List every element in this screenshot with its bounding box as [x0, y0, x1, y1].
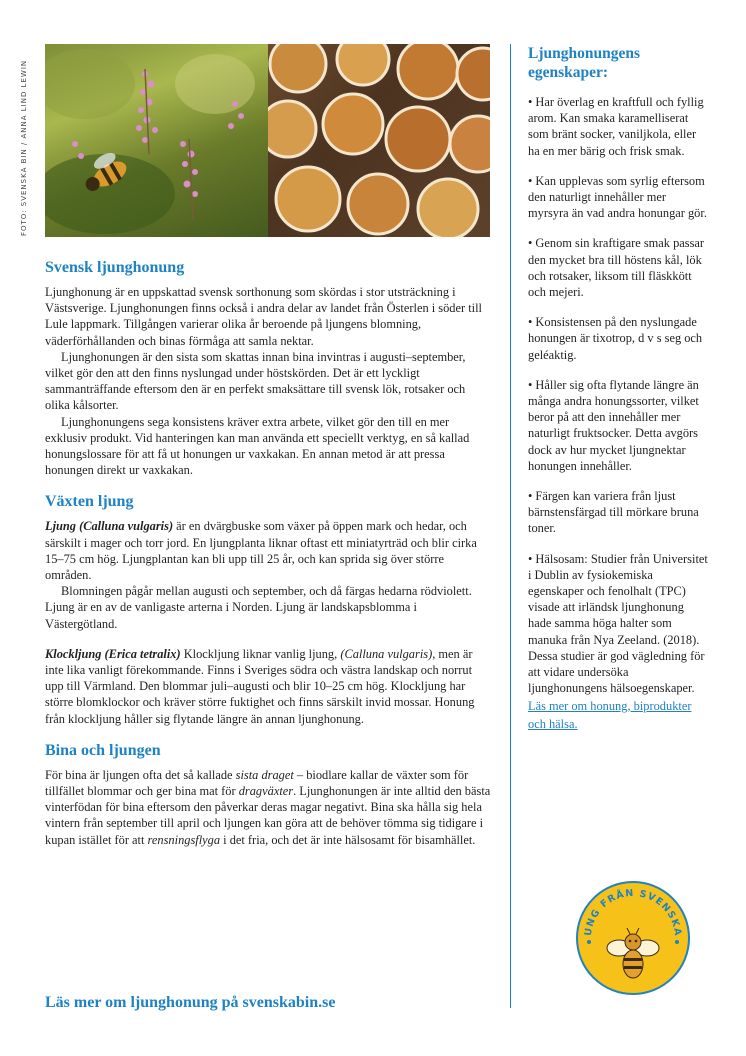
paragraph-text: Klockljung liknar vanlig ljung,	[180, 646, 341, 661]
paragraph-text: , men är inte lika vanligt förekommande. Finns i Sveriges södra och västra landskap och norrut upp till Värmland. Den blommar juli–augusti och blir 10–25 cm hög. Klockljung har större blomklockor och kräver större fuktighet och finns särskilt invid mossar. Honung från klockljung håller sig flytande längre än annan ljunghonung.	[45, 646, 475, 726]
term: rensningsflyga	[147, 832, 221, 847]
paragraph	[45, 646, 492, 727]
read-more-link[interactable]: Läs mer om ljunghonung på svenskabin.se	[45, 994, 336, 1011]
latin-name: (Calluna vulgaris)	[340, 646, 433, 661]
list-item: • Hälsosam: Studier från Universitet i Dublin av fysiokemiska egenskaper och fenolhalt (TPC) visade att irländsk ljunghonung hade samma höga halter som manuka från Nya Zeeland. (2018). Dessa studier är god vägledning för att vidare undersöka ljunghonungens hälsoegenskaper.	[528, 551, 708, 696]
paragraph	[45, 767, 492, 848]
sidebar	[528, 44, 708, 733]
main-column	[45, 258, 492, 848]
section-title-svensk-ljunghonung: Svensk ljunghonung	[45, 259, 185, 276]
paragraph: Ljunghonungens sega konsistens kräver extra arbete, vilket gör den till en mer exklusiv produkt. Vid hanteringen kan man använda ett speciellt verktyg, en så kallad honungslossare för att få ut honungen ur vaxkakan. En annan metod är att pressa honungen direkt ur vaxkakan.	[45, 414, 470, 478]
column-divider	[510, 44, 511, 1008]
section-title-vaxten-ljung: Växten ljung	[45, 493, 134, 511]
paragraph-text: . Ljunghonungen är inte alltid den bästa vinterfödan för bina eftersom den påverkar deras magar negativt. Bina ska hålla sig hela vintern från september till april och ljungen kan göra att de behöver tömma sig tidigare i kupan istället för att	[45, 784, 491, 847]
photo-credit: FOTO: SVENSKA BIN / ANNA LIND LEWIN	[20, 59, 28, 236]
term: sista draget	[235, 767, 294, 782]
honey-jars-photo	[268, 44, 490, 237]
sidebar-title: Ljunghonungens egenskaper:	[528, 45, 641, 81]
list-item: • Har överlag en kraftfull och fyllig arom. Kan smaka karamelliserat som bränt socker, vaniljkola, eller ha en mer bärig och frisk smak.	[528, 95, 704, 158]
health-link[interactable]: Läs mer om honung, biprodukter och hälsa.	[528, 698, 692, 731]
badge-text: UNG FRÅN SVENSKA	[582, 887, 684, 938]
bee-on-heather-photo	[45, 44, 268, 237]
list-item: • Kan upplevas som syrlig eftersom den naturligt innehåller mer myrsyra än vad andra honungar gör.	[528, 173, 707, 221]
bee-heather-illustration	[45, 44, 268, 237]
paragraph: Ljunghonung är en uppskattad svensk sorthonung som skördas i stor utsträckning i Västsverige. Ljunghonungen finns också i andra delar av landet från Österlen i söder till Lule lappmark. Tillgången varierar olika år beroende på ljungens blomning, väderförhållanden och binas förmåga att samla nektar.	[45, 285, 482, 348]
section-title-bina-och-ljungen: Bina och ljungen	[45, 741, 161, 759]
term: dragväxter	[238, 784, 294, 799]
list-item: • Genom sin kraftigare smak passar den mycket bra till höstens kål, lök och rotsaker, liksom till fläskkött och mejeri.	[528, 236, 705, 300]
list-item: • Färgen kan variera från ljust bärnstensfärgad till mörkare bruna toner.	[528, 489, 699, 536]
bee-logo-icon	[575, 880, 691, 996]
svenska-bin-badge	[575, 880, 691, 996]
paragraph-text: är en dvärgbuske som växer på öppen mark och hedar, och särskilt i mager och torr jord. En ljungplanta liknar oftast ett miniatyrträd och blir cirka 15–75 cm hög. Ljungplantan kan bli upp till 25 år, och kan sprida sig över större områden.	[45, 519, 477, 583]
paragraph-text: För bina är ljungen ofta det så kallade	[45, 767, 236, 782]
honey-jars-illustration	[268, 44, 490, 237]
term-ljung: Ljung (Calluna vulgaris)	[45, 519, 174, 534]
paragraph	[45, 518, 492, 583]
term-klockljung: Klockljung (Erica tetralix)	[45, 646, 181, 661]
paragraph-text: i det fria, och det är inte hälsosamt för bisamhället.	[220, 832, 476, 847]
list-item: • Håller sig ofta flytande längre än många andra honungssorter, vilket beror på att den innehåller mer naturligt fruktsocker. Detta avgörs dock av hur mycket ljungnektar honungen innehåller.	[528, 377, 699, 473]
list-item: • Konsistensen på den nyslungade honungen är tixotrop, d v s seg och geléaktig.	[528, 315, 703, 362]
paragraph: Ljunghonungen är den sista som skattas innan bina invintras i augusti–september, vilket gör den att den finns nyslungad under höstskörden. Det är ett lyckligt sammanträffande eftersom den är en perfekt smaksättare till svensk lök, rotsaker och olika kålsorter.	[45, 349, 466, 413]
paragraph: Blomningen pågår mellan augusti och september, och då färgas hedarna rödviolett. Ljung är en av de vanligaste arterna i Norden. Ljung är landskapsblomma i Västergötland.	[45, 584, 472, 631]
paragraph-text: – biodlare kallar de växter som för tillfället blommar och ger bina mat för	[45, 767, 469, 799]
